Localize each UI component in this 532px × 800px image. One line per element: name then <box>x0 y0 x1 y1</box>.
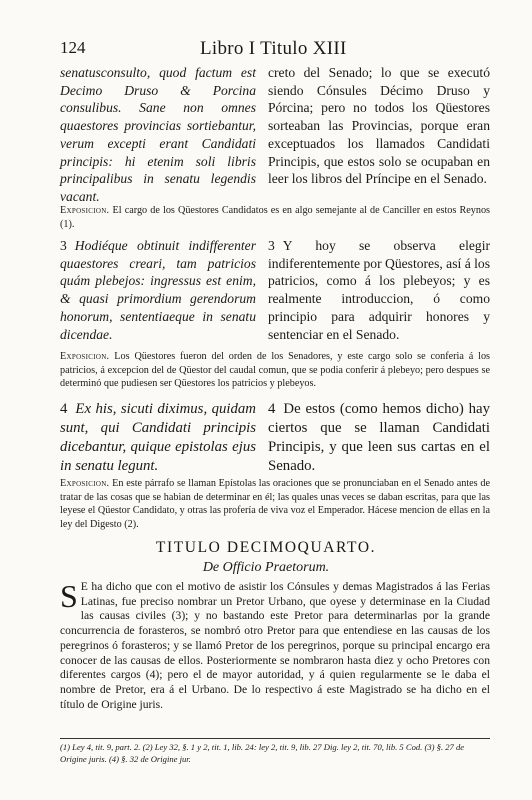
spanish-text: Y hoy se observa elegir indiferentemente por Qüestores, así á los patricios, como á los plebeyos; y es realmente introduccion, ó como principio para adquirir honores y sentenciar en el Senado. <box>268 238 490 342</box>
spanish-column <box>268 400 490 476</box>
running-title: Libro I Titulo XIII <box>200 38 347 59</box>
exposicion-text: El cargo de los Qüestores Candidatos es en algo semejante al de Canciller en estos Reynos (1). <box>60 205 491 230</box>
exposicion-note <box>60 350 490 391</box>
exposicion-text: Los Qüestores fueron del orden de los Senadores, y este cargo solo se conferia á los patricios, á excepcion del de Qüestor del caudal comun, que se podia conferir á plebeyo; pero despues se determinó que pudiesen ser Qüestores los patricios y plebeyos. <box>60 351 491 390</box>
section-3-columns <box>60 237 490 343</box>
spanish-text: De estos (como hemos dicho) hay ciertos que se llaman Candidati Principis, y que leen sus cartas en el Senado. <box>268 401 490 474</box>
paragraph-number: 4 <box>60 401 68 417</box>
spanish-column <box>268 64 490 206</box>
drop-cap: S <box>60 578 78 614</box>
spanish-text: creto del Senado; lo que se executó siendo Cónsules Décimo Druso y Pórcina; pero no todos los Qüestores sorteaban las Provincias, porque eran exceptuados los llamados Candidati Principis, que estos solo se ocupaban en leer los libros del Príncipe en el Senado. <box>268 65 490 187</box>
main-paragraph <box>60 580 490 712</box>
exposicion-note <box>60 204 490 231</box>
latin-column <box>60 64 256 206</box>
page-number: 124 <box>60 38 86 57</box>
footnotes: (1) Ley 4, tit. 9, part. 2. (2) Ley 32, §. 1 y 2, tit. 1, lib. 24: ley 2, tit. 9, lib. 27 Dig. ley 2, tit. 70, lib. 5 Cod. (3) §. 27 de Origine juris. (4) §. 32 de Origine jur. <box>60 742 465 764</box>
chapter-subtitle: De Officio Praetorum. <box>202 560 330 575</box>
section-4-columns <box>60 400 490 476</box>
latin-column <box>60 400 256 476</box>
section-2-columns <box>60 64 490 206</box>
latin-text: Hodiéque obtinuit indifferenter quaestores creari, tam patricios quám plebejos: ingressus est enim, & quasi primordium gerendorum honorum, sententiaeque in senatu dicendae. <box>60 238 256 342</box>
spanish-column <box>268 237 490 343</box>
paragraph-number: 3 <box>60 238 67 253</box>
paragraph-number: 3 <box>268 238 275 253</box>
paragraph-number: 4 <box>268 401 276 417</box>
exposicion-label: Exposicion. <box>60 351 110 362</box>
latin-text: Ex his, sicuti diximus, quidam sunt, qui Candidati principis dicebantur, quique epistolas ejus in senatu legunt. <box>60 401 256 474</box>
page-header <box>60 38 492 62</box>
footnote-divider <box>60 738 490 739</box>
exposicion-label: Exposicion. <box>60 205 110 216</box>
exposicion-note <box>60 477 490 531</box>
latin-text: senatusconsulto, quod factum est Decimo Druso & Porcina consulibus. Sane non omnes quaestores provincias sortiebantur, verum excepti erant Candidati principis: hi etenim soli libris principalibus in senatu legendis vacant. <box>60 65 256 204</box>
paragraph-text: E ha dicho que con el motivo de asistir los Cónsules y demas Magistrados á las Ferias Latinas, fue preciso nombrar un Pretor Urbano, que oyese y determinase en la Ciudad las causas civiles (3); y no bastando este Pretor para determinarlas por la grande concurrencia de forasteros, se nombró otro Pretor para que entendiese en las causas de los peregrinos ó forasteros; y se llamó Pretor de los peregrinos, porque su principal encargo era conocer de las causas de ellos. Posteriormente se nombraron hasta diez y ocho Pretores con diferentes cargos (4); pero el de mayor autoridad, y á quien regularmente se le daba el nombre de Pretor, era á el Urbano. De lo respectivo á este Magistrado se ha dicho en el título de Origine juris. <box>60 580 490 711</box>
chapter-title: TITULO DECIMOQUARTO. <box>155 539 377 556</box>
exposicion-text: En este párrafo se llaman Epístolas las oraciones que se pronunciaban en el Senado antes de tratar de las cosas que se habian de determinar en él; las quales unas veces se daban escritas, para que las leyese el Qüestor Candidato, y otras las profería de viva voz el Emperador. Hácese mencion de ellas en la ley del Digesto (2). <box>60 478 490 530</box>
latin-column <box>60 237 256 343</box>
exposicion-label: Exposicion. <box>60 478 110 489</box>
